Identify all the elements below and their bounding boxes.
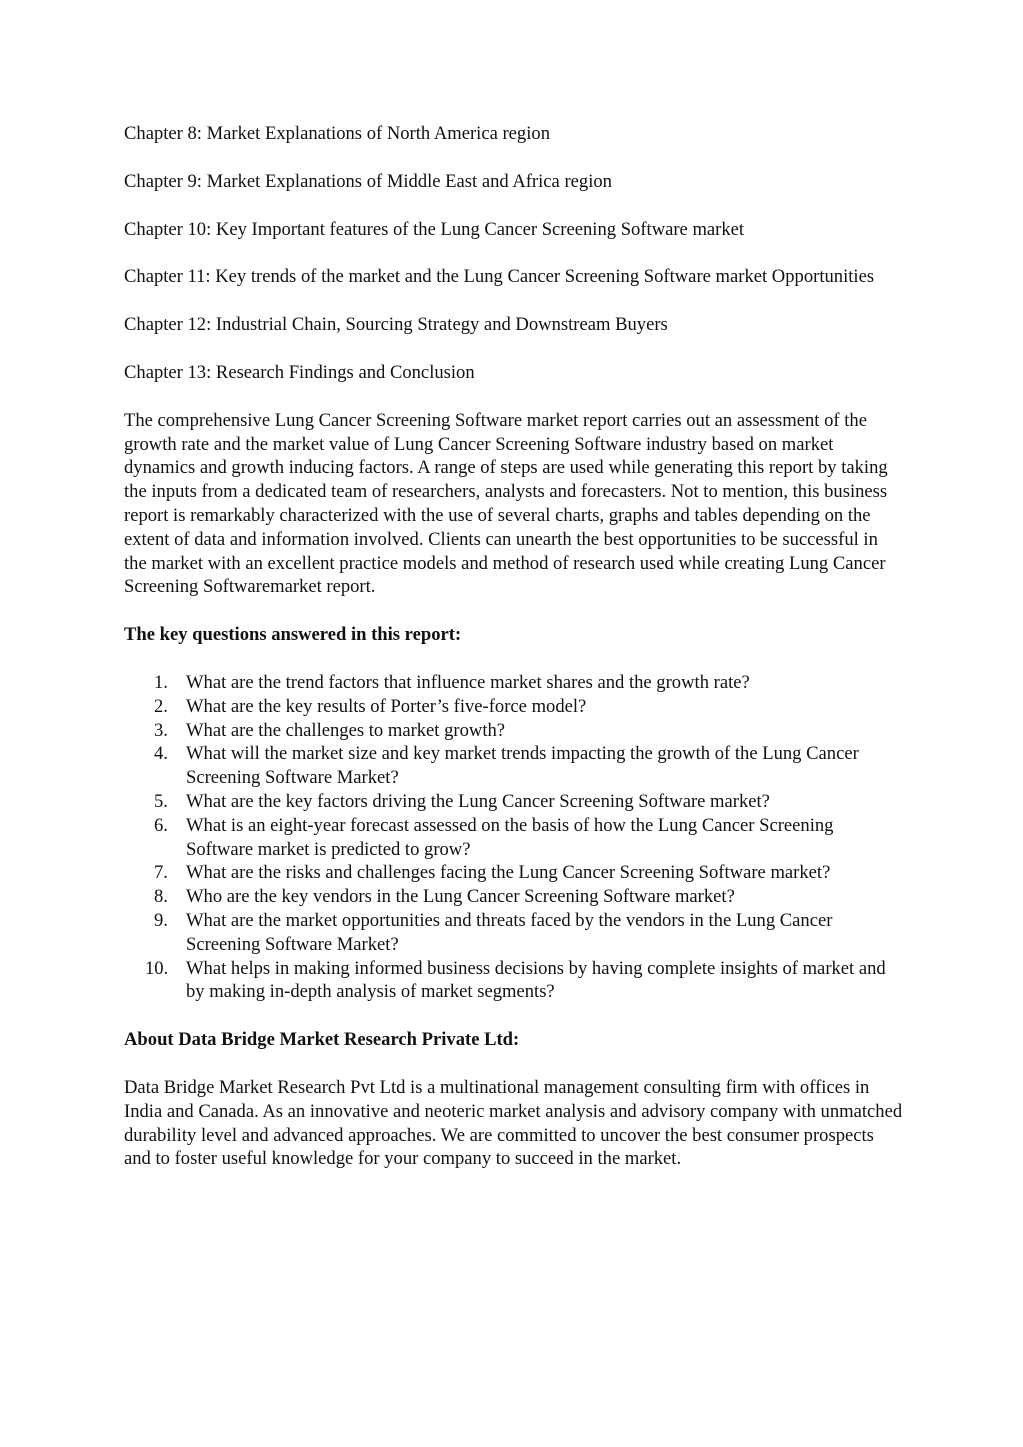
question-number: 8. [154, 886, 168, 908]
question-item [124, 719, 904, 743]
question-text: What are the market opportunities and threats faced by the vendors in the Lung Cancer Screening Software Market? [186, 909, 833, 955]
question-item [124, 671, 904, 695]
question-number: 3. [154, 719, 168, 741]
question-text: What are the trend factors that influence market shares and the growth rate? [186, 671, 750, 693]
question-number: 10. [145, 957, 169, 979]
document-page [124, 122, 904, 1195]
about-heading: About Data Bridge Market Research Private Ltd: [124, 1029, 520, 1051]
chapter-10: Chapter 10: Key Important features of the Lung Cancer Screening Software market [124, 218, 745, 240]
question-item [124, 861, 904, 885]
question-text: What are the risks and challenges facing the Lung Cancer Screening Software market? [186, 862, 831, 884]
question-number: 6. [154, 814, 168, 836]
question-number: 4. [154, 743, 168, 765]
question-text: What will the market size and key market trends impacting the growth of the Lung Cancer Screening Software Market? [186, 743, 859, 789]
chapter-13: Chapter 13: Research Findings and Conclusion [124, 361, 475, 383]
question-number: 9. [154, 909, 168, 931]
chapter-9: Chapter 9: Market Explanations of Middle East and Africa region [124, 170, 612, 192]
key-questions-list [124, 671, 904, 1004]
question-text: What are the key factors driving the Lung Cancer Screening Software market? [186, 790, 770, 812]
question-item [124, 742, 904, 790]
question-item [124, 885, 904, 909]
question-item [124, 790, 904, 814]
chapter-11: Chapter 11: Key trends of the market and the Lung Cancer Screening Software market Opportunities [124, 266, 875, 288]
question-item [124, 957, 904, 1005]
question-text: What helps in making informed business decisions by having complete insights of market and by making in-depth analysis of market segments? [186, 957, 886, 1003]
question-number: 1. [154, 671, 168, 693]
question-text: What are the key results of Porter’s five-force model? [186, 695, 587, 717]
question-number: 7. [154, 862, 168, 884]
question-item [124, 909, 904, 957]
question-number: 2. [154, 695, 168, 717]
question-text: What are the challenges to market growth? [186, 719, 506, 741]
question-text: Who are the key vendors in the Lung Cancer Screening Software market? [186, 886, 735, 908]
question-text: What is an eight-year forecast assessed on the basis of how the Lung Cancer Screening Software market is predicted to grow? [186, 814, 834, 860]
question-item [124, 814, 904, 862]
about-paragraph: Data Bridge Market Research Pvt Ltd is a multinational management consulting firm with offices in India and Canada. As an innovative and neoteric market analysis and advisory company with unmatched durability level and advanced approaches. We are committed to uncover the best consumer prospects and to foster useful knowledge for your company to succeed in the market. [124, 1076, 903, 1170]
key-questions-heading: The key questions answered in this report: [124, 624, 462, 646]
report-summary-paragraph: The comprehensive Lung Cancer Screening Software market report carries out an assessment of the growth rate and the market value of Lung Cancer Screening Software industry based on market dynamics and growth inducing factors. A range of steps are used while generating this report by taking the inputs from a dedicated team of researchers, analysts and forecasters. Not to mention, this business report is remarkably characterized with the use of several charts, graphs and tables depending on the extent of data and information involved. Clients can unearth the best opportunities to be successful in the market with an excellent practice models and method of research used while creating Lung Cancer Screening Softwaremarket report. [124, 409, 888, 598]
question-item [124, 695, 904, 719]
chapter-12: Chapter 12: Industrial Chain, Sourcing Strategy and Downstream Buyers [124, 314, 668, 336]
chapter-8: Chapter 8: Market Explanations of North America region [124, 123, 550, 144]
question-number: 5. [154, 790, 168, 812]
